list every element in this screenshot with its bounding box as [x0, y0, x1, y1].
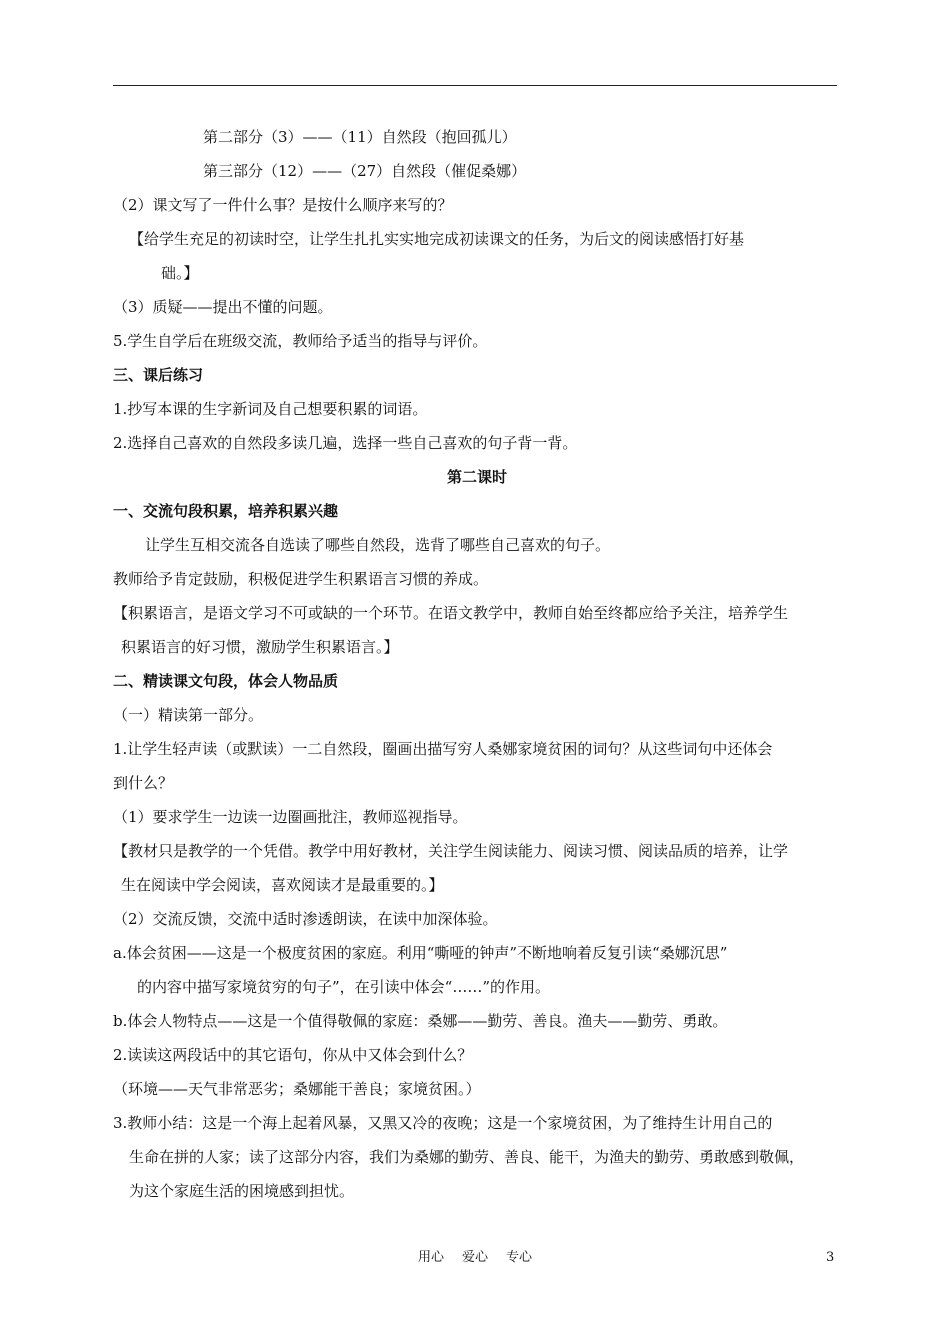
- page-number: 3: [826, 1250, 835, 1265]
- paragraph-exchange: 让学生互相交流各自选读了哪些自然段，选背了哪些自己喜欢的句子。: [145, 536, 611, 554]
- point-a: a.体会贫困——这是一个极度贫困的家庭。利用“嘶哑的钟声”不断地响着反复引读“桑娜沉思”: [113, 944, 728, 962]
- section-heading-1: 一、交流句段积累，培养积累兴趣: [113, 502, 339, 520]
- lesson-title: 第二课时: [446, 468, 507, 486]
- teaching-note-3: 【教材只是教学的一个凭借。教学中用好教材，关注学生阅读能力、阅读习惯、阅读品质的培养，让学: [113, 842, 789, 860]
- page-footer: [0, 1248, 950, 1268]
- section-heading-exercises: 三、课后练习: [113, 366, 204, 384]
- step-2: 2.读读这两段话中的其它语句，你从中又体会到什么？: [113, 1046, 473, 1064]
- footer-motto-2: 爱心: [461, 1250, 488, 1265]
- header-rule: [113, 85, 837, 86]
- step-1-sub-1: （1）要求学生一边读一边圈画批注，教师巡视指导。: [113, 808, 468, 826]
- step-1: 1.让学生轻声读（或默读）一二自然段，圈画出描写穷人桑娜家境贫困的词句？从这些词句中还体会: [113, 740, 773, 758]
- step-1-cont: 到什么？: [113, 774, 174, 792]
- step-3-cont-2: 为这个家庭生活的困境感到担忧。: [129, 1182, 355, 1200]
- exercise-2: 2.选择自己喜欢的自然段多读几遍，选择一些自己喜欢的句子背一背。: [113, 434, 578, 452]
- paragraph-encourage: 教师给予肯定鼓励，积极促进学生积累语言习惯的养成。: [113, 570, 489, 588]
- section-heading-2: 二、精读课文句段，体会人物品质: [113, 672, 339, 690]
- question-2: （2）课文写了一件什么事？是按什么顺序来写的？: [113, 196, 453, 214]
- step-1-sub-2: （2）交流反馈，交流中适时渗透朗读，在读中加深体验。: [113, 910, 498, 928]
- step-2-answer: （环境——天气非常恶劣；桑娜能干善良；家境贫困。）: [113, 1080, 481, 1098]
- outline-part-three: 第三部分（12）——（27）自然段（催促桑娜）: [203, 162, 527, 180]
- document-body: [113, 120, 841, 1208]
- teaching-note-3-cont: 生在阅读中学会阅读，喜欢阅读才是最重要的。】: [121, 876, 444, 894]
- footer-motto-1: 用心: [417, 1250, 444, 1265]
- step-3: 3.教师小结：这是一个海上起着风暴，又黑又冷的夜晚；这是一个家境贫困，为了维持生计用自己的: [113, 1114, 773, 1132]
- teaching-note-2-cont: 积累语言的好习惯，激励学生积累语言。】: [121, 638, 399, 656]
- teaching-note-1-cont: 础。】: [161, 264, 199, 282]
- question-3: （3）质疑——提出不懂的问题。: [113, 298, 333, 316]
- teaching-note-2: 【积累语言，是语文学习不可或缺的一个环节。在语文教学中，教师自始至终都应给予关注，培养学生: [113, 604, 789, 622]
- point-a-cont: 的内容中描写家境贫穷的句子”，在引读中体会“……”的作用。: [137, 978, 551, 996]
- point-b: b.体会人物特点——这是一个值得敬佩的家庭：桑娜——勤劳、善良。渔夫——勤劳、勇敢。: [113, 1012, 728, 1030]
- outline-part-two: 第二部分（3）——（11）自然段（抱回孤儿）: [203, 128, 517, 146]
- step-5: 5.学生自学后在班级交流，教师给予适当的指导与评价。: [113, 332, 488, 350]
- exercise-1: 1.抄写本课的生字新词及自己想要积累的词语。: [113, 400, 428, 418]
- step-3-cont: 生命在拼的人家；读了这部分内容，我们为桑娜的勤劳、善良、能干，为渔夫的勤劳、勇敢感到敬佩，: [129, 1148, 805, 1166]
- footer-motto-3: 专心: [506, 1250, 533, 1265]
- teaching-note-1: 【给学生充足的初读时空，让学生扎扎实实地完成初读课文的任务，为后文的阅读感悟打好基: [129, 230, 745, 248]
- subsection-1: （一）精读第一部分。: [113, 706, 264, 724]
